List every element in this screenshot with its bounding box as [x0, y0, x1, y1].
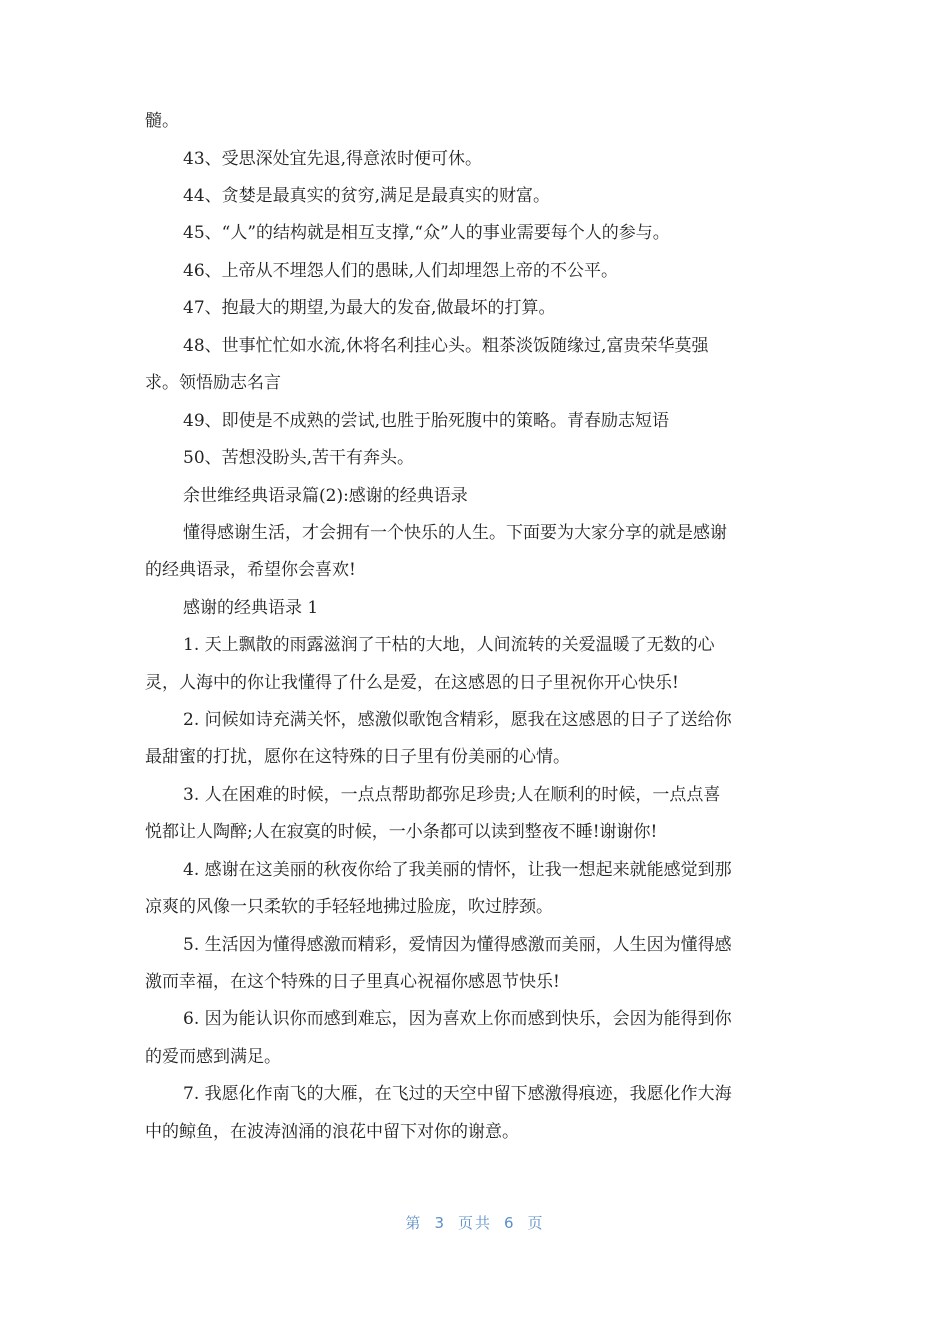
text-line: 中的鲸鱼，在波涛汹涌的浪花中留下对你的谢意。	[145, 1122, 519, 1142]
text-line: 46、上帝从不埋怨人们的愚昧,人们却埋怨上帝的不公平。	[183, 261, 619, 281]
text-line: 髓。	[145, 111, 179, 131]
text-line: 5. 生活因为懂得感激而精彩，爱情因为懂得感激而美丽，人生因为懂得感	[183, 935, 732, 955]
text-line: 45、“人”的结构就是相互支撑,“众”人的事业需要每个人的参与。	[183, 223, 670, 243]
text-line: 49、即使是不成熟的尝试,也胜于胎死腹中的策略。青春励志短语	[183, 411, 670, 431]
text-line: 7. 我愿化作南飞的大雁，在飞过的天空中留下感激得痕迹，我愿化作大海	[183, 1084, 732, 1104]
footer-page-number: 3	[434, 1214, 446, 1232]
text-line: 6. 因为能认识你而感到难忘，因为喜欢上你而感到快乐，会因为能得到你	[183, 1009, 732, 1029]
page-footer	[0, 1212, 950, 1233]
text-line: 4. 感谢在这美丽的秋夜你给了我美丽的情怀，让我一想起来就能感觉到那	[183, 860, 732, 880]
text-line: 44、贪婪是最真实的贫穷,满足是最真实的财富。	[183, 186, 551, 206]
footer-total-pages: 6	[504, 1214, 516, 1232]
subheading: 感谢的经典语录 1	[183, 598, 319, 618]
text-line: 2. 问候如诗充满关怀，感激似歌饱含精彩，愿我在这感恩的日子了送给你	[183, 710, 732, 730]
text-line: 43、受思深处宜先退,得意浓时便可休。	[183, 149, 483, 169]
footer-di: 第	[405, 1214, 423, 1232]
text-line: 48、世事忙忙如水流,休将名利挂心头。粗茶淡饭随缘过,富贵荣华莫强	[183, 336, 709, 356]
text-line: 灵，人海中的你让我懂得了什么是爱，在这感恩的日子里祝你开心快乐!	[145, 673, 679, 693]
text-line: 凉爽的风像一只柔软的手轻轻地拂过脸庞，吹过脖颈。	[145, 897, 553, 917]
section-heading: 余世维经典语录篇(2):感谢的经典语录	[183, 486, 468, 506]
text-line: 懂得感谢生活，才会拥有一个快乐的人生。下面要为大家分享的就是感谢	[183, 523, 727, 543]
footer-ye: 页	[527, 1214, 545, 1232]
text-line: 悦都让人陶醉;人在寂寞的时候，一小条都可以读到整夜不睡!谢谢你!	[145, 822, 658, 842]
text-line: 1. 天上飘散的雨露滋润了干枯的大地，人间流转的关爱温暖了无数的心	[183, 635, 715, 655]
text-line: 的经典语录，希望你会喜欢!	[145, 560, 356, 580]
text-line: 50、苦想没盼头,苦干有奔头。	[183, 448, 415, 468]
text-line: 的爱而感到满足。	[145, 1047, 281, 1067]
footer-ye-gong: 页共	[457, 1214, 492, 1232]
text-line: 47、抱最大的期望,为最大的发奋,做最坏的打算。	[183, 298, 556, 318]
text-line: 激而幸福，在这个特殊的日子里真心祝福你感恩节快乐!	[145, 972, 560, 992]
text-line: 最甜蜜的打扰，愿你在这特殊的日子里有份美丽的心情。	[145, 747, 570, 767]
text-line: 求。领悟励志名言	[145, 373, 281, 393]
text-line: 3. 人在困难的时候，一点点帮助都弥足珍贵;人在顺利的时候，一点点喜	[183, 785, 721, 805]
